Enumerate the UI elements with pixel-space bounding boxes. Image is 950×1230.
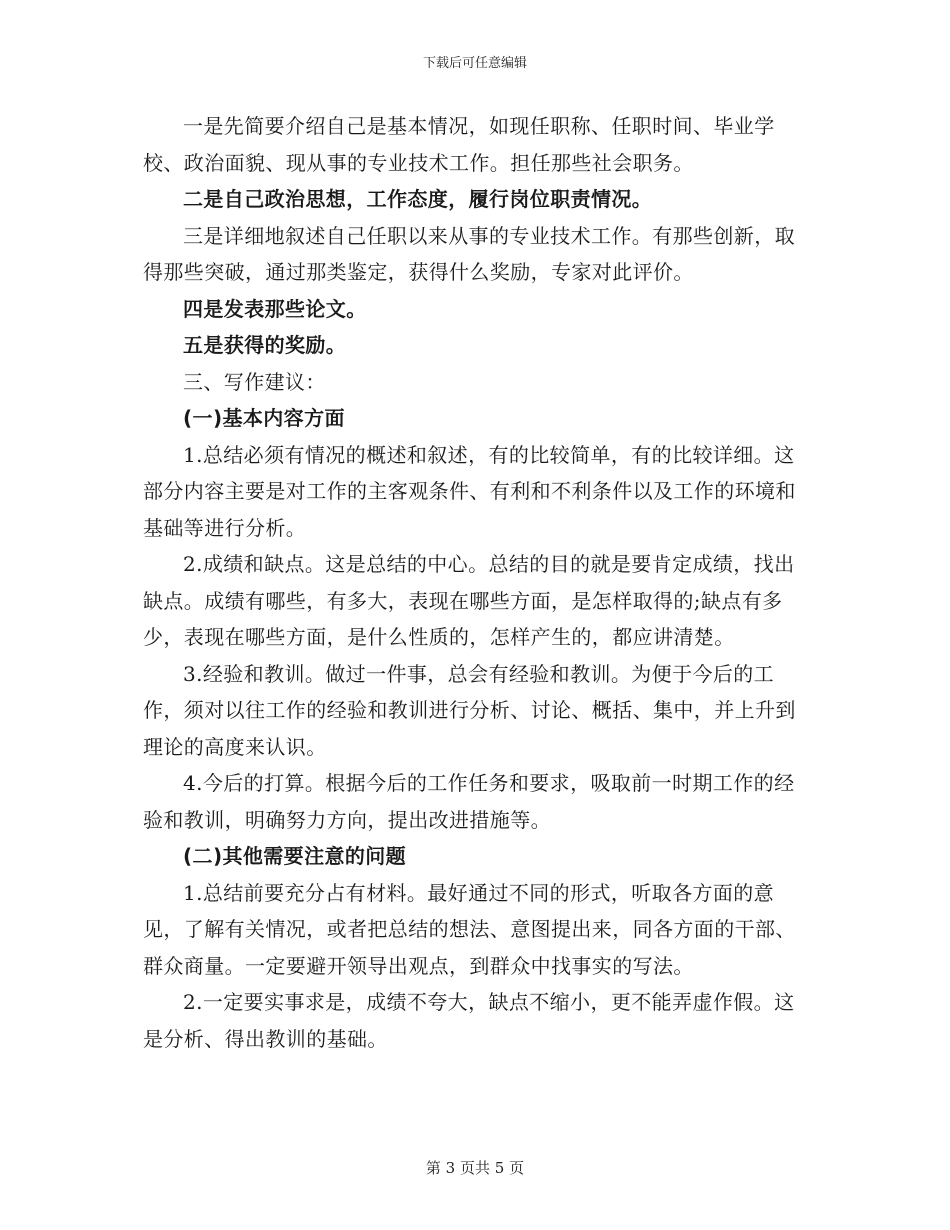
subsection-heading-other-issues: (二)其他需要注意的问题 <box>183 844 407 868</box>
paragraph-political: 二是自己政治思想，工作态度，履行岗位职责情况。 <box>183 187 653 211</box>
paragraph-other-1: 1.总结前要充分占有材料。最好通过不同的形式，听取各方面的意见，了解有关情况，或者把总结的想法、意图提出来，同各方面的干部、群众商量。一定要避开领导出观点，到群众中找事实的写法。 <box>143 880 796 978</box>
paragraph-awards: 五是获得的奖励。 <box>183 333 347 357</box>
page-header: 下载后可任意编辑 <box>422 56 527 71</box>
paragraph-intro: 一是先简要介绍自己是基本情况，如现任职称、任职时间、毕业学校、政治面貌、现从事的专业技术工作。担任那些社会职务。 <box>143 114 775 175</box>
section-heading-writing-advice: 三、写作建议： <box>183 369 326 394</box>
document-body <box>143 108 811 1057</box>
paragraph-item-4: 4.今后的打算。根据今后的工作任务和要求，吸取前一时期工作的经验和教训，明确努力方向，提出改进措施等。 <box>143 771 795 832</box>
page-footer: 第 3 页共 5 页 <box>425 1159 525 1177</box>
paragraph-papers: 四是发表那些论文。 <box>183 296 367 321</box>
paragraph-item-1: 1.总结必须有情况的概述和叙述，有的比较简单，有的比较详细。这部分内容主要是对工作的主客观条件、有利和不利条件以及工作的环境和基础等进行分析。 <box>143 442 796 540</box>
paragraph-item-3: 3.经验和教训。做过一件事，总会有经验和教训。为便于今后的工作，须对以往工作的经验和教训进行分析、讨论、概括、集中，并上升到理论的高度来认识。 <box>143 661 796 759</box>
paragraph-technical-work: 三是详细地叙述自己任职以来从事的专业技术工作。有那些创新，取得那些突破，通过那类鉴定，获得什么奖励，专家对此评价。 <box>143 223 795 284</box>
subsection-heading-basic-content: (一)基本内容方面 <box>183 406 345 430</box>
paragraph-other-2: 2.一定要实事求是，成绩不夸大，缺点不缩小，更不能弄虚作假。这是分析、得出教训的基础。 <box>143 990 795 1051</box>
paragraph-item-2: 2.成绩和缺点。这是总结的中心。总结的目的就是要肯定成绩，找出缺点。成绩有哪些，有多大，表现在哪些方面，是怎样取得的;缺点有多少，表现在哪些方面，是什么性质的，怎样产生的，都应讲清楚。 <box>143 552 795 649</box>
